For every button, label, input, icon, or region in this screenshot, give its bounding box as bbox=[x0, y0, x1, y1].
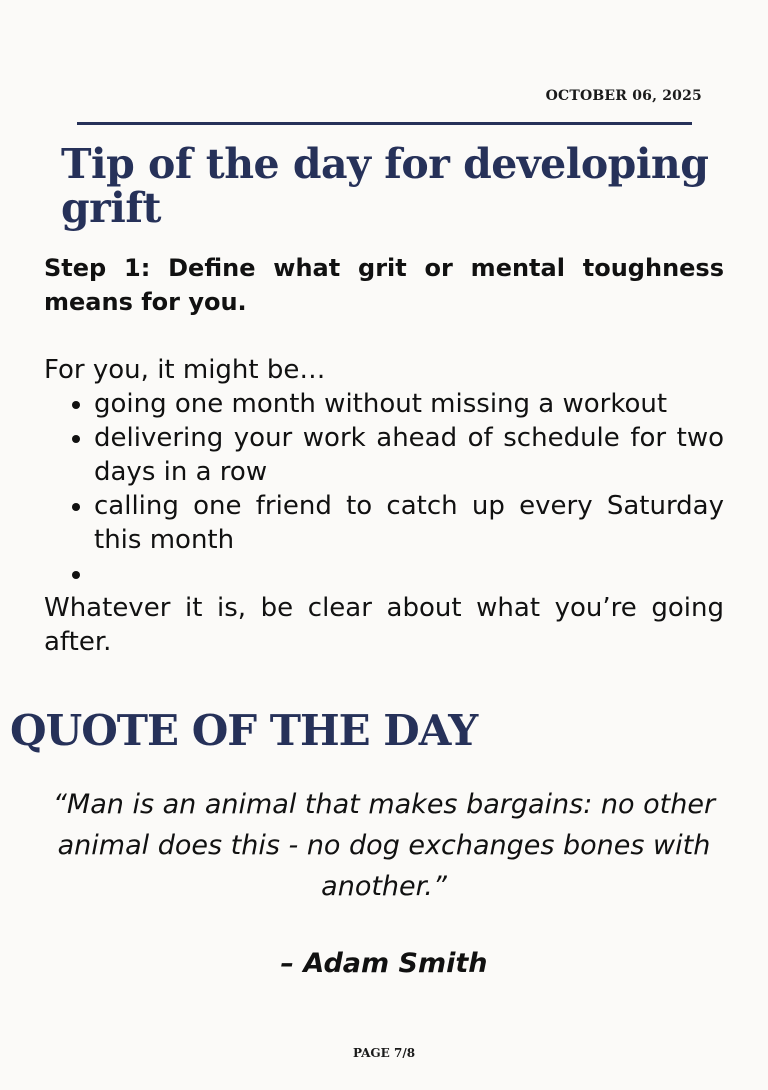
step-heading: Step 1: Define what grit or mental toughness means for you. bbox=[44, 254, 724, 316]
quote-author: – Adam Smith bbox=[280, 948, 488, 979]
page-title: Tip of the day for developing grift bbox=[61, 140, 709, 232]
tip-list bbox=[44, 387, 724, 591]
tip-body bbox=[44, 353, 724, 659]
quote-text: “Man is an animal that makes bargains: no other animal does this - no dog exchanges bones with another.” bbox=[52, 789, 716, 902]
list-item: • going one month without missing a workout bbox=[94, 387, 724, 421]
tip-intro: For you, it might be… bbox=[44, 355, 326, 385]
tip-closing: Whatever it is, be clear about what you’re going after. bbox=[44, 593, 724, 657]
list-item: • delivering your work ahead of schedule for two days in a row bbox=[94, 421, 724, 489]
header-divider bbox=[77, 122, 692, 125]
date-label: OCTOBER 06, 2025 bbox=[545, 88, 702, 104]
list-item-empty bbox=[94, 557, 724, 591]
list-item: • calling one friend to catch up every Saturday this month bbox=[94, 489, 724, 557]
page-number: PAGE 7/8 bbox=[352, 1046, 416, 1060]
quote-heading: QUOTE OF THE DAY bbox=[10, 706, 478, 755]
